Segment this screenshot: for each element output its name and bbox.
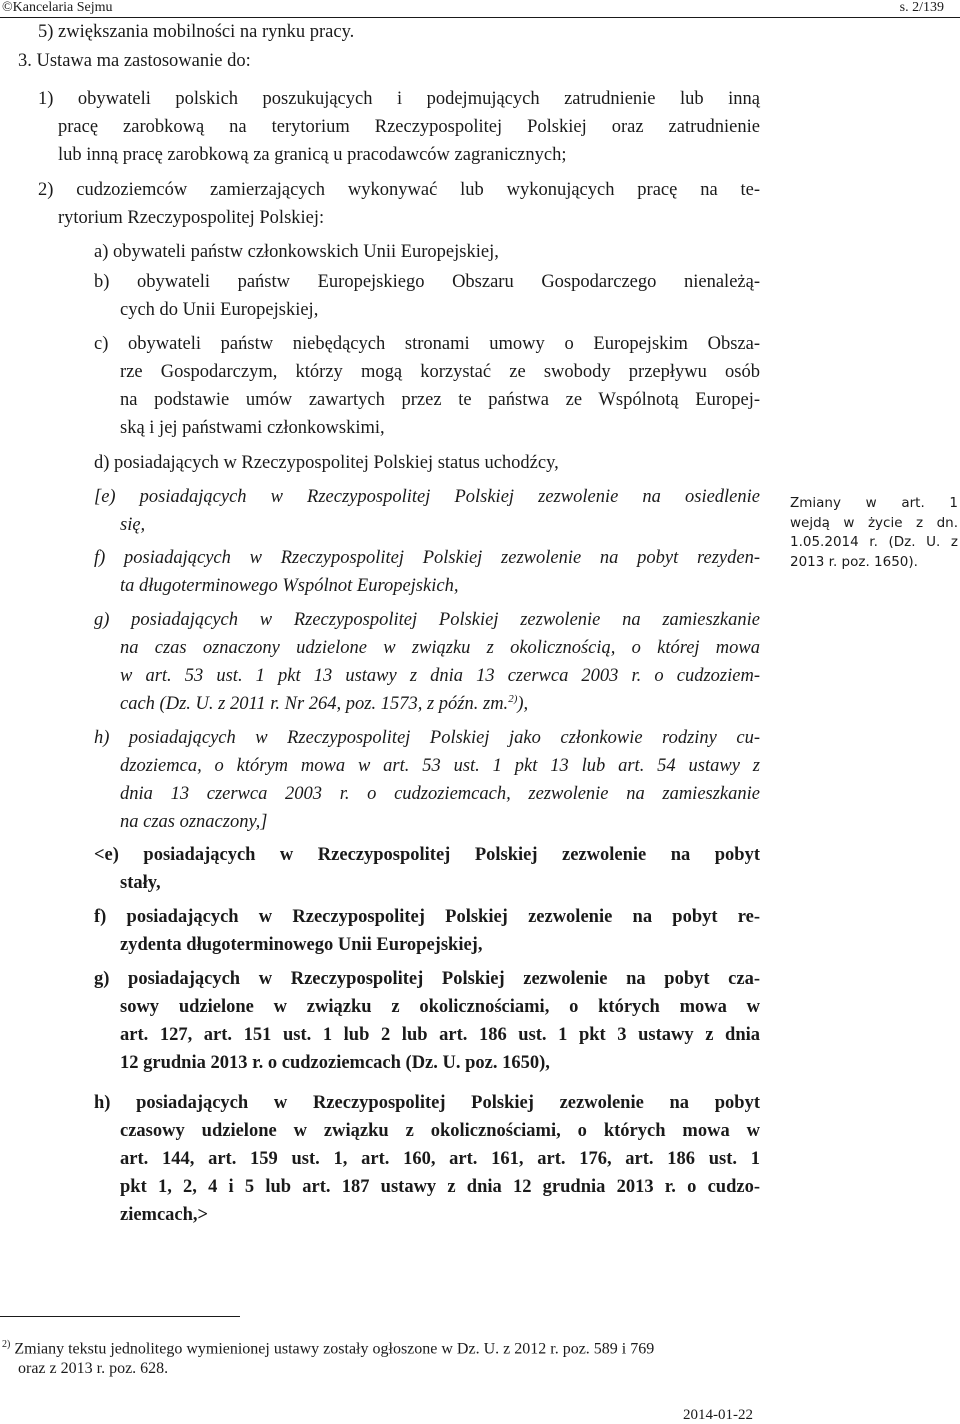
text-line: b) obywateli państw Europejskiego Obszaru Gospodarczego nienależą- <box>94 272 760 292</box>
text-line: rytorium Rzeczypospolitej Polskiej: <box>58 208 325 228</box>
text-line-repealed: dnia 13 czerwca 2003 r. o cudzoziemcach, zezwolenie na zamieszkanie <box>120 784 760 804</box>
text-line-repealed: g) posiadających w Rzeczypospolitej Polskiej zezwolenie na zamieszkanie <box>94 610 760 630</box>
text-line-amended: g) posiadających w Rzeczypospolitej Polskiej zezwolenie na pobyt cza- <box>94 969 760 989</box>
text-line-repealed <box>120 692 528 716</box>
text-line: cych do Unii Europejskiej, <box>120 300 319 320</box>
text-line-amended: zydenta długoterminowego Unii Europejskiej, <box>120 935 483 955</box>
text-line-amended: sowy udzielone w związku z okolicznościami, o których mowa w <box>120 997 760 1017</box>
text-line: ską i jej państwami członkowskimi, <box>120 418 385 438</box>
text-line-amended: art. 144, art. 159 ust. 1, art. 160, art. 161, art. 176, art. 186 ust. 1 <box>120 1149 760 1169</box>
text-line-repealed: [e) posiadających w Rzeczypospolitej Polskiej zezwolenie na osiedlenie <box>94 487 760 507</box>
text-line: 2) cudzoziemców zamierzających wykonywać lub wykonujących pracę na te- <box>38 180 760 200</box>
text-line: 1) obywateli polskich poszukujących i podejmujących zatrudnienie lub inną <box>38 89 760 109</box>
margin-note <box>790 494 958 572</box>
text-line: lub inną pracę zarobkową za granicą u pracodawców zagranicznych; <box>58 145 567 165</box>
text-line: c) obywateli państw niebędących stronami umowy o Europejskim Obsza- <box>94 334 760 354</box>
text-line: 3. Ustawa ma zastosowanie do: <box>18 51 251 71</box>
text-line: 5) zwiększania mobilności na rynku pracy. <box>38 22 355 42</box>
text-line: a) obywateli państw członkowskich Unii Europejskiej, <box>94 242 499 262</box>
footnote-continuation: oraz z 2013 r. poz. 628. <box>18 1360 169 1377</box>
text-line: d) posiadających w Rzeczypospolitej Polskiej status uchodźcy, <box>94 453 559 473</box>
text-line-repealed: na czas oznaczony udzielone w związku z okolicznością, o której mowa <box>120 638 760 658</box>
margin-note-line: wejdą w życie z dn. <box>790 514 958 531</box>
text-line-amended: czasowy udzielone w związku z okolicznościami, o których mowa w <box>120 1121 760 1141</box>
text-line-amended: <e) posiadających w Rzeczypospolitej Polskiej zezwolenie na pobyt <box>94 845 760 865</box>
page-number: s. 2/139 <box>899 0 944 15</box>
text-line-amended: stały, <box>120 873 161 893</box>
text-segment: ), <box>517 694 529 714</box>
text-line-amended: 12 grudnia 2013 r. o cudzoziemcach (Dz. U. poz. 1650), <box>120 1053 550 1073</box>
margin-note-line: 2013 r. poz. 1650). <box>790 553 918 570</box>
margin-note-line: 1.05.2014 r. (Dz. U. z <box>790 534 958 550</box>
text-line-amended: art. 127, art. 151 ust. 1 lub 2 lub art. 186 ust. 1 pkt 3 ustawy z dnia <box>120 1025 760 1045</box>
text-line: rze Gospodarczym, którzy mogą korzystać ze swobody przepływu osób <box>120 362 760 382</box>
footnote <box>2 1334 654 1360</box>
text-line: pracę zarobkową na terytorium Rzeczypospolitej Polskiej oraz zatrudnienie <box>58 117 760 137</box>
footnote-rule <box>0 1316 240 1317</box>
margin-note-line: Zmiany w art. 1 <box>790 495 958 511</box>
text-line-amended: f) posiadających w Rzeczypospolitej Polskiej zezwolenie na pobyt re- <box>94 907 760 927</box>
document-date: 2014-01-22 <box>683 1407 753 1423</box>
footnote-marker: 2) <box>2 1339 11 1350</box>
text-line-amended: h) posiadających w Rzeczypospolitej Polskiej zezwolenie na pobyt <box>94 1093 760 1113</box>
footnote-ref: 2) <box>508 692 518 705</box>
footnote-text: Zmiany tekstu jednolitego wymienionej ustawy zostały ogłoszone w Dz. U. z 2012 r. poz. 589 i 769 <box>14 1340 655 1358</box>
text-line-repealed: f) posiadających w Rzeczypospolitej Polskiej zezwolenie na pobyt rezyden- <box>94 548 760 568</box>
text-line: na podstawie umów zawartych przez te państwa ze Wspólnotą Europej- <box>120 390 760 410</box>
text-line-repealed: h) posiadających w Rzeczypospolitej Polskiej jako członkowie rodziny cu- <box>94 728 760 748</box>
text-line-repealed: na czas oznaczony,] <box>120 812 268 832</box>
text-line-repealed: dzoziemca, o którym mowa w art. 53 ust. 1 pkt 13 lub art. 54 ustawy z <box>120 756 760 776</box>
page-header <box>0 0 960 20</box>
text-line-amended: ziemcach,> <box>120 1205 209 1225</box>
text-line-repealed: w art. 53 ust. 1 pkt 13 ustawy z dnia 13 czerwca 2003 r. o cudzoziem- <box>120 666 760 686</box>
text-line-amended: pkt 1, 2, 4 i 5 lub art. 187 ustawy z dnia 12 grudnia 2013 r. o cudzo- <box>120 1177 760 1197</box>
copyright-label: ©Kancelaria Sejmu <box>2 0 113 15</box>
text-line-repealed: ta długoterminowego Wspólnot Europejskich, <box>120 576 459 596</box>
text-segment: cach (Dz. U. z 2011 r. Nr 264, poz. 1573, z późn. zm. <box>120 694 509 714</box>
text-line-repealed: się, <box>120 515 146 535</box>
header-rule <box>0 17 960 18</box>
